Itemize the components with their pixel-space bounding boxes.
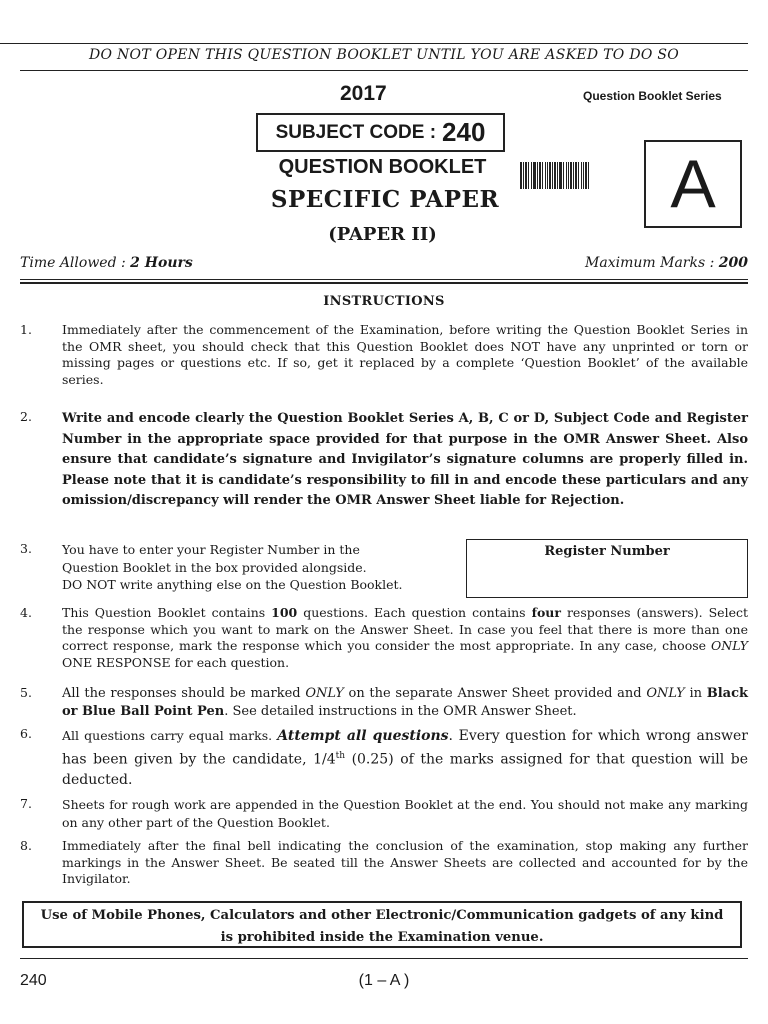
text-run: (0.25) of the marks assigned for that question will be deducted. <box>62 751 748 788</box>
register-number-label: Register Number <box>544 544 670 559</box>
do-not-open-warning: DO NOT OPEN THIS QUESTION BOOKLET UNTIL YOU ARE ASKED TO DO SO <box>88 47 680 63</box>
item-text: Sheets for rough work are appended in the Question Booklet at the end. You should not make any marking on any other part of the Question Booklet. <box>62 797 748 830</box>
item-number: 5. <box>20 685 32 700</box>
instruction-item <box>20 322 748 388</box>
item-number: 4. <box>20 605 32 620</box>
subject-code-box <box>256 113 505 152</box>
header-rule-thin <box>20 279 748 280</box>
text-run: in <box>684 686 707 701</box>
item-number: 2. <box>20 409 32 424</box>
footer-subject-code: 240 <box>20 972 47 989</box>
time-label: Time Allowed : <box>20 255 126 271</box>
instruction-item <box>20 409 748 512</box>
instruction-item <box>20 726 748 790</box>
instruction-item <box>20 838 748 888</box>
series-letter: A <box>670 146 716 222</box>
emphasis: ONLY <box>711 638 748 653</box>
text-run: This Question Booklet contains <box>62 605 272 620</box>
text-run: All the responses should be marked <box>62 686 306 701</box>
pen-requirement: Black or Blue Ball Point Pen <box>62 686 748 719</box>
text-run: responses (answers). Select the response which you want to mark on the Answer Sheet. In case you feel that there is more than one correct response, mark the response which you consider the most appropriate. In any case, choose <box>62 605 748 653</box>
instruction-item <box>20 685 748 721</box>
instruction-item <box>20 605 748 671</box>
text-run: All questions carry equal marks. <box>62 728 278 743</box>
barcode-bar <box>589 162 590 189</box>
item-text: Immediately after the final bell indicating the conclusion of the examination, stop making any further markings in the Answer Sheet. Be seated till the Answer Sheets are collected and accounted for by the Invigilator. <box>62 838 748 886</box>
item-number: 8. <box>20 838 32 853</box>
item-number: 6. <box>20 726 32 741</box>
paper-title: SPECIFIC PAPER <box>270 186 500 213</box>
item-text: Write and encode clearly the Question Booklet Series A, B, C or D, Subject Code and Register Number in the appropriate space provided for that purpose in the OMR Answer Sheet. Also ensure that candidate’s signature and Invigilator’s signature columns are properly filled in. Please note that it is candidate’s responsibility to fill in and encode these particulars and any omission/discrepancy will render the OMR Answer Sheet liable for Rejection. <box>62 411 748 508</box>
header-rule-thick <box>20 282 748 284</box>
notice-line-2: is prohibited inside the Examination venue. <box>220 930 544 945</box>
text-run: ONE RESPONSE for each question. <box>62 654 290 670</box>
emphasis: ONLY <box>305 686 344 701</box>
item-line: You have to enter your Register Number in the <box>62 542 360 557</box>
text-run: . See detailed instructions in the OMR Answer Sheet. <box>224 704 577 719</box>
instructions-title: INSTRUCTIONS <box>323 294 445 309</box>
subject-code-label: SUBJECT CODE : <box>275 121 437 143</box>
instruction-item <box>20 796 748 832</box>
response-count: four <box>531 605 561 620</box>
time-allowed <box>20 255 193 271</box>
item-line: DO NOT write anything else on the Question Booklet. <box>62 577 403 592</box>
booklet-title: QUESTION BOOKLET <box>278 156 487 178</box>
marks-value: 200 <box>718 255 748 271</box>
exam-year: 2017 <box>340 82 387 105</box>
notice-line-1: Use of Mobile Phones, Calculators and other Electronic/Communication gadgets of any kind <box>40 908 724 923</box>
item-text <box>62 685 748 721</box>
paper-number: (PAPER II) <box>328 224 437 245</box>
text-run: . Every question for which wrong answer has been given by the candidate, 1/4 <box>62 728 748 768</box>
series-letter-box <box>644 140 742 228</box>
page-number: (1 – A ) <box>358 972 410 989</box>
item-text <box>62 605 748 671</box>
superscript: th <box>335 751 346 761</box>
item-number: 3. <box>20 541 32 556</box>
booklet-series-label: Question Booklet Series <box>583 89 722 103</box>
maximum-marks <box>585 255 748 271</box>
item-number: 7. <box>20 796 32 811</box>
subject-code-value: 240 <box>442 117 486 147</box>
barcode-image <box>520 162 621 189</box>
item-text <box>62 726 748 790</box>
marks-label: Maximum Marks : <box>585 255 715 271</box>
instruction-item <box>20 541 440 594</box>
item-text <box>62 541 440 594</box>
warning-rule <box>20 70 748 71</box>
item-line: Question Booklet in the box provided alongside. <box>62 559 367 575</box>
text-run: questions. Each question contains <box>297 605 532 620</box>
time-value: 2 Hours <box>130 255 193 271</box>
emphasis: ONLY <box>646 686 685 701</box>
question-count: 100 <box>271 605 298 620</box>
footer-rule <box>20 958 748 959</box>
text-run: on the separate Answer Sheet provided and <box>343 686 647 701</box>
prohibited-items-notice <box>22 901 742 948</box>
top-rule <box>0 43 748 44</box>
item-number: 1. <box>20 322 32 337</box>
attempt-all-emphasis: Attempt all questions <box>277 728 449 744</box>
register-number-box[interactable] <box>466 539 748 598</box>
item-text: Immediately after the commencement of the Examination, before writing the Question Booklet Series in the OMR sheet, you should check that this Question Booklet does NOT have any unprinted or torn or missing pages or questions etc. If so, get it replaced by a complete ‘Question Booklet’ of the available series. <box>62 322 748 387</box>
